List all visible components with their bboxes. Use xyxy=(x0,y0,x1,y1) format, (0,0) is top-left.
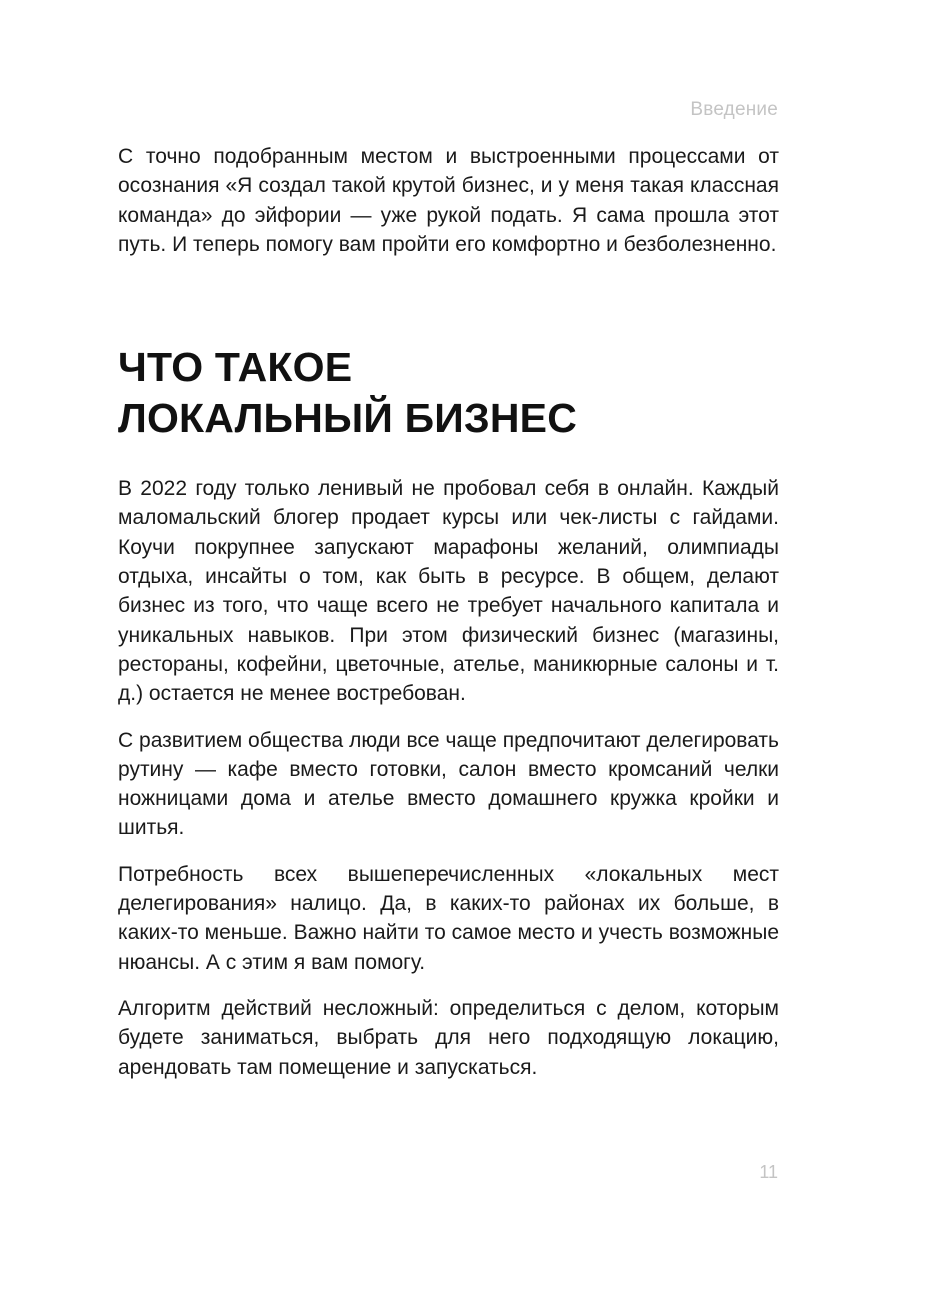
body-paragraph: В 2022 году только ленивый не пробовал себя в онлайн. Каждый маломальский блогер продает курсы или чек-листы с гайдами. Коучи покрупнее запускают марафоны желаний, олимпиады отдыха, инсайты о том, как быть в ресурсе. В общем, делают бизнес из того, что чаще всего не требует начального капитала и уникальных навыков. При этом физический бизнес (магазины, рестораны, кофейни, цветочные, ателье, маникюрные салоны и т. д.) остается не менее востребован. xyxy=(118,477,779,706)
running-header: Введение xyxy=(690,99,778,120)
body-paragraph: Алгоритм действий несложный: определиться с делом, которым будете заниматься, выбрать для него подходящую локацию, арендовать там помещение и запускаться. xyxy=(118,996,779,1079)
intro-paragraph: С точно подобранным местом и выстроенными процессами от осознания «Я создал такой крутой бизнес, и у меня такая классная команда» до эйфории — уже рукой подать. Я сама прошла этот путь. И теперь помогу вам пройти его комфортно и безболезненно. xyxy=(118,145,779,256)
body-paragraph: С развитием общества люди все чаще предпочитают делегировать рутину — кафе вместо готовки, салон вместо кромсаний челки ножницами дома и ателье вместо домашнего кружка кройки и шитья. xyxy=(118,728,779,840)
section-title-line-2: ЛОКАЛЬНЫЙ БИЗНЕС xyxy=(118,395,578,442)
body-paragraph: Потребность всех вышеперечисленных «локальных мест делегирования» налицо. Да, в каких-то районах их больше, в каких-то меньше. Важно найти то самое место и учесть возможные нюансы. А с этим я вам помогу. xyxy=(118,862,779,974)
section-title-line-1: ЧТО ТАКОЕ xyxy=(118,344,353,391)
section-title xyxy=(118,342,779,444)
page-content xyxy=(118,142,779,1099)
page-number: 11 xyxy=(759,1162,778,1182)
